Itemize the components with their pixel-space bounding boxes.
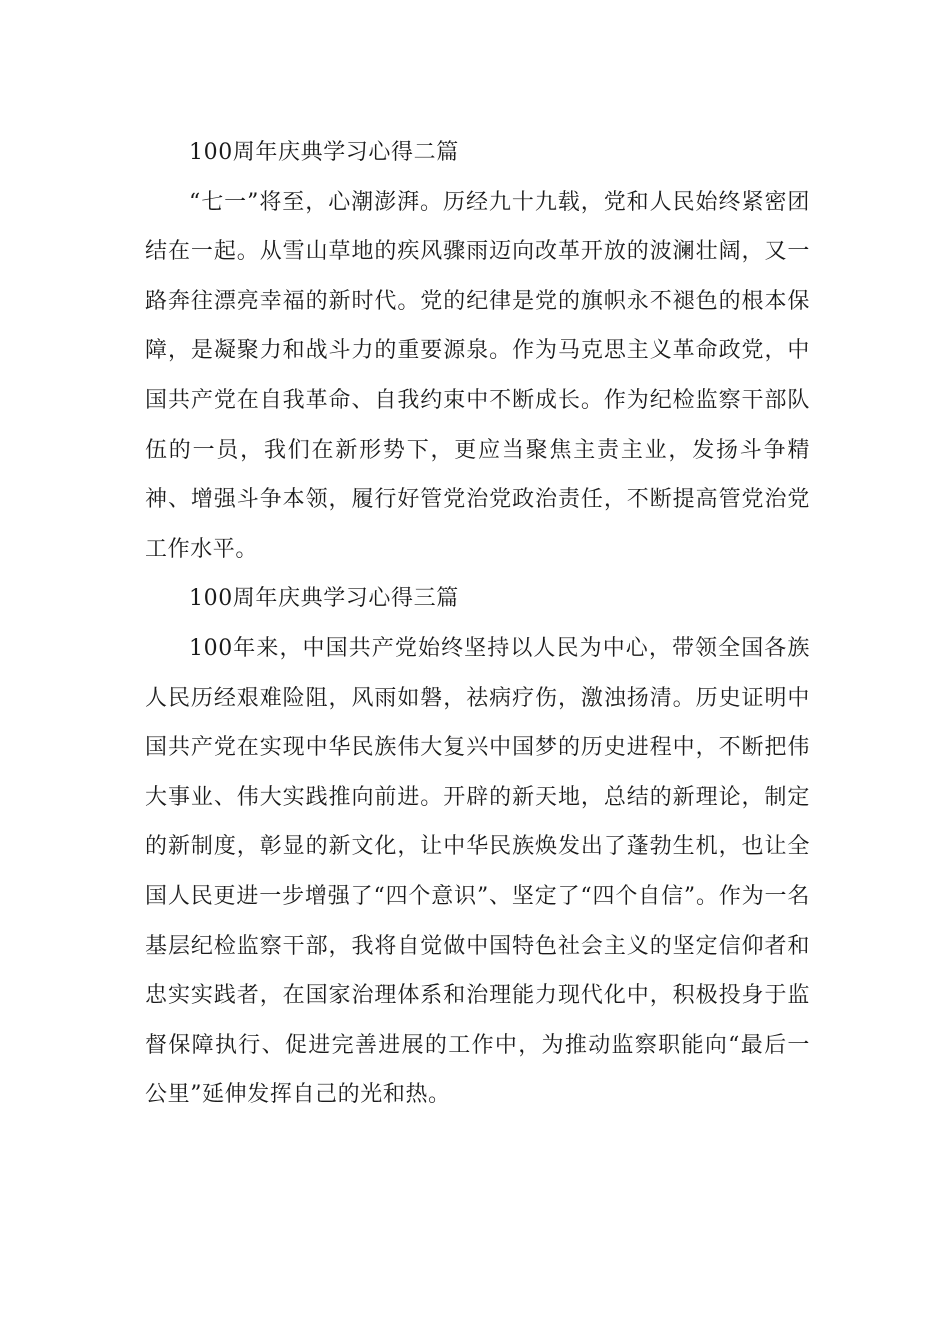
section-paragraph-3: 100年来，中国共产党始终坚持以人民为中心，带领全国各族人民历经艰难险阻，风雨如磐，祛病疗伤，激浊扬清。历史证明中国共产党在实现中华民族伟大复兴中国梦的历史进程中，不断把伟大事业、伟大实践推向前进。开辟的新天地，总结的新理论，制定的新制度，彰显的新文化，让中华民族焕发出了蓬勃生机，也让全国人民更进一步增强了“四个意识”、坚定了“四个自信”。作为一名基层纪检监察干部，我将自觉做中国特色社会主义的坚定信仰者和忠实实践者，在国家治理体系和治理能力现代化中，积极投身于监督保障执行、促进完善进展的工作中，为推动监察职能向“最后一公里”延伸发挥自己的光和热。 [145,635,810,1108]
section-heading-3: 100周年庆典学习心得三篇 [189,586,459,612]
section-paragraph-2: “七一”将至，心潮澎湃。历经九十九载，党和人民始终紧密团结在一起。从雪山草地的疾风骤雨迈向改革开放的波澜壮阔，又一路奔往漂亮幸福的新时代。党的纪律是党的旗帜永不褪色的根本保障，是凝聚力和战斗力的重要源泉。作为马克思主义革命政党，中国共产党在自我革命、自我约束中不断成长。作为纪检监察干部队伍的一员，我们在新形势下，更应当聚焦主责主业，发扬斗争精神、增强斗争本领，履行好管党治党政治责任，不断提高管党治党工作水平。 [145,189,810,562]
document-body [145,128,810,1120]
section-heading-2: 100周年庆典学习心得二篇 [189,140,459,165]
